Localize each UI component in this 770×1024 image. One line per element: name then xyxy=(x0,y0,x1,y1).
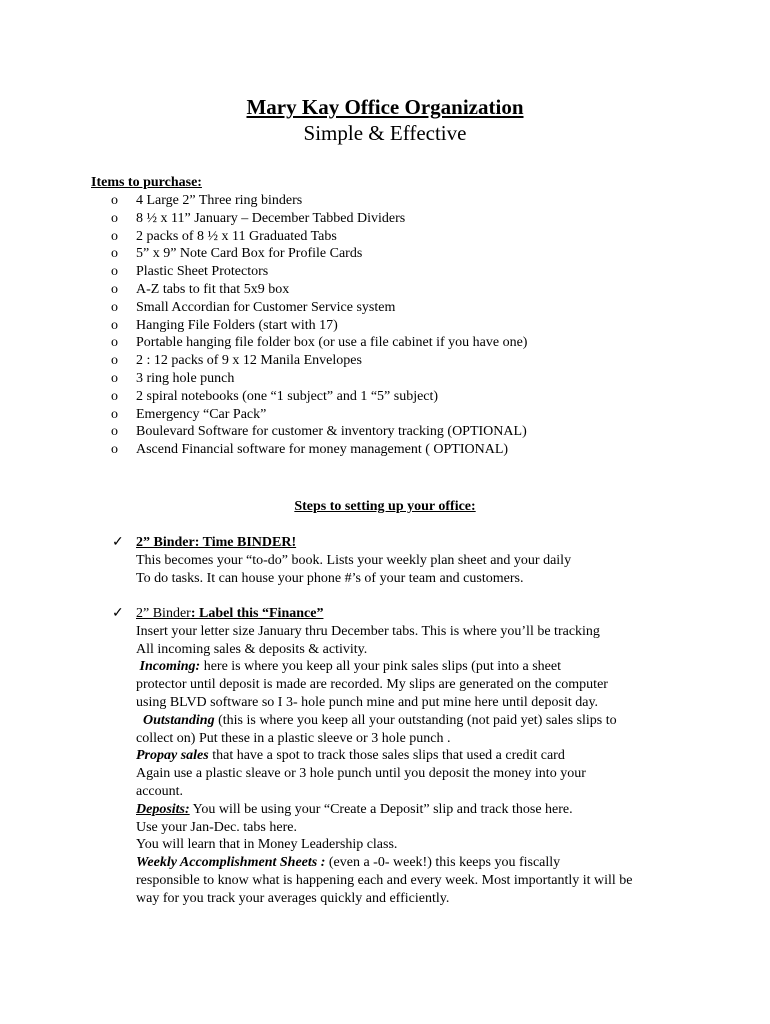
step-text-line: using BLVD software so I 3- hole punch mine and put mine here until deposit day. xyxy=(136,694,599,710)
items-list xyxy=(111,192,527,459)
list-item xyxy=(111,192,527,210)
list-item-text: Boulevard Software for customer & inventory tracking (OPTIONAL) xyxy=(136,424,527,440)
list-item-text: Emergency “Car Pack” xyxy=(136,406,267,422)
list-item-text: 2 spiral notebooks (one “1 subject” and 1 “5” subject) xyxy=(136,388,439,404)
deposits-line xyxy=(136,801,633,819)
bullet-icon: o xyxy=(111,264,118,280)
step-text-line: To do tasks. It can house your phone #’s of your team and customers. xyxy=(136,570,524,586)
list-item-text: 2 packs of 8 ½ x 11 Graduated Tabs xyxy=(136,228,337,244)
outstanding-label: Outstanding xyxy=(143,712,215,728)
bullet-icon: o xyxy=(111,281,118,297)
list-item xyxy=(111,441,527,459)
list-item-text: A-Z tabs to fit that 5x9 box xyxy=(136,281,290,297)
bullet-icon: o xyxy=(111,193,118,208)
list-item xyxy=(111,299,527,317)
list-item-text: Small Accordian for Customer Service system xyxy=(136,299,396,315)
bullet-icon: o xyxy=(111,246,118,262)
list-item xyxy=(111,263,527,281)
list-item-text: 2 : 12 packs of 9 x 12 Manila Envelopes xyxy=(136,353,362,369)
step-heading: 2” Binder: Time BINDER! xyxy=(136,535,297,550)
deposits-label: Deposits: xyxy=(136,801,190,817)
bullet-icon: o xyxy=(111,210,118,226)
step-heading-prefix: 2” Binder xyxy=(136,606,191,621)
weekly-label: Weekly Accomplishment Sheets : xyxy=(136,855,326,871)
list-item-text: 4 Large 2” Three ring binders xyxy=(136,193,303,208)
propay-text: that have a spot to track those sales slips that used a credit card xyxy=(208,748,565,764)
incoming-line xyxy=(136,658,633,676)
step-heading-label: : Label this “Finance” xyxy=(190,606,324,621)
document-title: Mary Kay Office Organization xyxy=(246,95,524,119)
list-item xyxy=(111,281,527,299)
propay-label: Propay sales xyxy=(136,748,209,764)
list-item-text: 8 ½ x 11” January – December Tabbed Dividers xyxy=(136,210,406,226)
step-text-line: responsible to know what is happening each and every week. Most importantly it will be xyxy=(136,872,633,888)
steps-heading: Steps to setting up your office: xyxy=(294,499,476,514)
step-heading xyxy=(136,605,633,623)
list-item xyxy=(111,228,527,246)
incoming-text: here is where you keep all your pink sales slips (put into a sheet xyxy=(200,659,561,675)
checkmark-icon: ✓ xyxy=(112,606,124,621)
step-text-line: Use your Jan-Dec. tabs here. xyxy=(136,819,297,835)
propay-line xyxy=(136,747,633,765)
checkmark-icon: ✓ xyxy=(112,535,124,550)
weekly-line xyxy=(136,854,633,872)
bullet-icon: o xyxy=(111,424,118,440)
list-item xyxy=(111,406,527,424)
step-text-line: Insert your letter size January thru December tabs. This is where you’ll be tracking xyxy=(136,623,600,639)
bullet-icon: o xyxy=(111,317,118,333)
step-text-line: account. xyxy=(136,783,184,799)
list-item xyxy=(111,423,527,441)
list-item xyxy=(111,210,527,228)
bullet-icon: o xyxy=(111,299,118,315)
list-item xyxy=(111,317,527,335)
step-time-binder xyxy=(136,534,571,587)
list-item-text: Ascend Financial software for money management ( OPTIONAL) xyxy=(136,442,509,458)
bullet-icon: o xyxy=(111,335,118,351)
list-item-text: Hanging File Folders (start with 17) xyxy=(136,317,338,333)
step-text-line: You will learn that in Money Leadership class. xyxy=(136,837,398,853)
list-item xyxy=(111,370,527,388)
list-item xyxy=(111,245,527,263)
step-text-line: collect on) Put these in a plastic sleeve or 3 hole punch . xyxy=(136,730,451,746)
bullet-icon: o xyxy=(111,388,118,404)
list-item-text: 3 ring hole punch xyxy=(136,370,235,386)
list-item xyxy=(111,388,527,406)
bullet-icon: o xyxy=(111,406,118,422)
list-item xyxy=(111,334,527,352)
bullet-icon: o xyxy=(111,353,118,369)
incoming-label: Incoming: xyxy=(139,659,201,675)
list-item xyxy=(111,352,527,370)
step-text-line: This becomes your “to-do” book. Lists your weekly plan sheet and your daily xyxy=(136,552,572,568)
document-subtitle: Simple & Effective xyxy=(303,121,467,145)
bullet-icon: o xyxy=(111,228,118,244)
deposits-text: You will be using your “Create a Deposit” slip and track those here. xyxy=(189,801,573,817)
bullet-icon: o xyxy=(111,442,118,458)
outstanding-line xyxy=(136,712,633,730)
weekly-text: (even a -0- week!) this keeps you fiscally xyxy=(325,855,561,871)
step-finance-binder xyxy=(136,605,633,908)
list-item-text: Portable hanging file folder box (or use a file cabinet if you have one) xyxy=(136,335,528,351)
step-text-line: Again use a plastic sleave or 3 hole punch until you deposit the money into your xyxy=(136,766,586,782)
list-item-text: 5” x 9” Note Card Box for Profile Cards xyxy=(136,246,363,262)
step-text-line: All incoming sales & deposits & activity. xyxy=(136,641,368,657)
list-item-text: Plastic Sheet Protectors xyxy=(136,264,269,280)
outstanding-text: (this is where you keep all your outstanding (not paid yet) sales slips to xyxy=(214,712,617,728)
step-text-line: protector until deposit is made are recorded. My slips are generated on the computer xyxy=(136,677,608,693)
bullet-icon: o xyxy=(111,370,118,386)
items-heading: Items to purchase: xyxy=(91,175,202,190)
step-text-line: way for you track your averages quickly and efficiently. xyxy=(136,890,450,906)
